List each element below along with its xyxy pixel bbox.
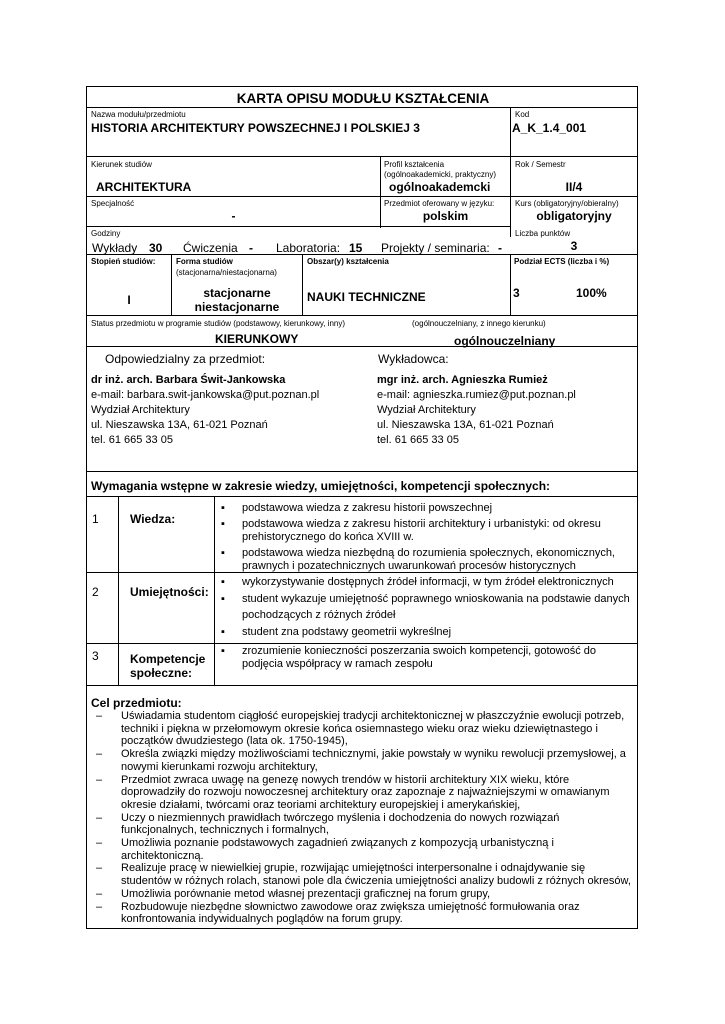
lecturer-contact (377, 373, 576, 448)
list-item: – Określa związki między możliwościami technicznymi, jakie powstały w wyniku rewolucji przemysłowej, a nowymi kierunkami rozwoju architektury, (87, 748, 635, 773)
lecturer-heading: Wykładowca: (378, 352, 449, 366)
points-value: 3 (570, 239, 578, 253)
list-item: ▪ podstawowa wiedza niezbędną do rozumienia społecznych, ekonomicznych, prawnych i pozatechnicznych uwarunkowań procesów historycznych (215, 547, 635, 573)
field-label: Kierunek studiów (91, 160, 152, 169)
req-2-number: 2 (92, 585, 99, 599)
lecturer-name: mgr inż. arch. Agnieszka Rumież (377, 374, 548, 386)
lecturer-phone: tel. 61 665 33 05 (377, 434, 459, 446)
divider (87, 196, 637, 197)
divider (87, 107, 637, 108)
req-3-number: 3 (92, 649, 99, 663)
responsible-name: dr inż. arch. Barbara Świt-Jankowska (91, 374, 286, 386)
lectures-label: Wykłady (92, 241, 138, 255)
list-item: – Przedmiot zwraca uwagę na genezę nowych trendów w historii architektury XIX wieku, które doprowadziły do rozwoju nowoczesnej architektury oraz zapoznaje z najważniejszymi w omawianym okresie działami, twórcami oraz teoriami architektury europejskiej i amerykańskiej, (87, 774, 635, 812)
goal-list (87, 710, 635, 926)
list-item: ▪ wykorzystywanie dostępnych źródeł informacji, w tym źródeł elektronicznych (215, 576, 635, 589)
language-value: polskim (422, 209, 469, 223)
divider (87, 643, 637, 644)
labs-hours: 15 (349, 241, 363, 255)
ects-label: Podział ECTS (liczba i %) (514, 257, 610, 266)
divider (87, 226, 510, 227)
req-2-label: Umiejętności: (130, 585, 209, 599)
profile-label: Profil kształcenia (384, 160, 445, 169)
divider (87, 315, 637, 316)
list-item: – Realizuje pracę w niewielkiej grupie, rozwijając umiejętności interpersonalne i odnajdywanie się studentów w różnych rolach, stanowi pole dla ćwiczenia umiejętności analizy budowli z różnych okresów, (87, 862, 635, 887)
divider (118, 496, 119, 685)
level-label: Stopień studiów: (91, 257, 156, 266)
course-value: obligatoryjny (536, 209, 612, 223)
profile-value: ogólnoakademcki (389, 180, 491, 194)
req-1-number: 1 (92, 512, 99, 526)
divider (302, 254, 303, 315)
divider (87, 496, 637, 497)
req-3-list (215, 645, 635, 671)
ects-percent: 100% (576, 286, 607, 300)
course-label: Kurs (obligatoryjny/obieralny) (515, 199, 619, 208)
status-label-2: (ogólnouczelniany, z innego kierunku) (412, 319, 546, 328)
projects-hours: - (498, 241, 502, 255)
list-item: – Uczy o niezmiennych prawidłach twórczego myślenia i dochodzenia do nowych rozwiązań funkcjonalnych, technicznych i formalnych, (87, 812, 635, 837)
status-value-2: ogólnouczelniany (454, 334, 556, 348)
module-code: A_K_1.4_001 (512, 121, 587, 135)
responsible-contact (91, 373, 319, 448)
module-name: HISTORIA ARCHITEKTURY POWSZECHNEJ I POLSKIEJ 3 (91, 121, 420, 135)
divider (87, 471, 637, 472)
language-label: Przedmiot oferowany w języku: (384, 199, 495, 208)
form-value-2: niestacjonarne (194, 300, 280, 314)
field-of-study: ARCHITEKTURA (96, 180, 192, 194)
responsible-email: e-mail: barbara.swit-jankowska@put.poznan.pl (91, 389, 320, 401)
specialty-label: Specjalność (91, 199, 135, 208)
level-value: I (127, 293, 131, 307)
lecturer-dept: Wydział Architektury (377, 404, 476, 416)
area-label: Obszar(y) kształcenia (307, 257, 389, 266)
divider (87, 254, 637, 255)
responsible-address: ul. Nieszawska 13A, 61-021 Poznań (91, 419, 268, 431)
lecturer-email: e-mail: agnieszka.rumiez@put.poznan.pl (377, 389, 576, 401)
divider (87, 156, 637, 157)
responsible-phone: tel. 61 665 33 05 (91, 434, 173, 446)
list-item: – Rozbudowuje niezbędne słownictwo zawodowe oraz zwiększa umiejętność formułowania oraz konfrontowania indywidualnych poglądów na forum grupy. (87, 901, 635, 926)
module-name-label: Nazwa modułu/przedmiotu (91, 110, 186, 119)
module-card (86, 86, 638, 929)
list-item: ▪ student wykazuje umiejętność poprawnego wnioskowania na podstawie danych pochodzących z różnych źródeł (215, 592, 635, 623)
list-item: ▪ student zna podstawy geometrii wykreślnej (215, 626, 635, 639)
exercises-label: Ćwiczenia (183, 241, 238, 255)
profile-hint: (ogólnoakademicki, praktyczny) (384, 170, 497, 179)
form-label: Forma studiów (176, 257, 233, 266)
divider (510, 254, 511, 315)
form-value-1: stacjonarne (203, 286, 271, 300)
ects-count: 3 (513, 286, 520, 300)
points-label: Liczba punktów (515, 229, 571, 238)
req-2-list (215, 576, 635, 639)
divider (380, 156, 381, 196)
requirements-heading: Wymagania wstępne w zakresie wiedzy, umiejętności, kompetencji społecznych: (91, 479, 551, 493)
code-label: Kod (515, 110, 530, 119)
divider (87, 572, 637, 573)
list-item: ▪ podstawowa wiedza z zakresu historii architektury i urbanistyki: od okresu prehistorycznego do końca XVIII w. (215, 518, 635, 544)
year-label: Rok / Semestr (515, 160, 566, 169)
divider (87, 685, 637, 686)
status-value: KIERUNKOWY (215, 332, 299, 346)
lectures-hours: 30 (149, 241, 163, 255)
form-hint: (stacjonarna/niestacjonarna) (176, 268, 277, 277)
responsible-dept: Wydział Architektury (91, 404, 190, 416)
labs-label: Laboratoria: (276, 241, 341, 255)
list-item: ▪ podstawowa wiedza z zakresu historii powszechnej (215, 502, 635, 515)
list-item: – Umożliwia porównanie metod własnej prezentacji graficznej na forum grupy, (87, 888, 635, 901)
page-title: KARTA OPISU MODUŁU KSZTAŁCENIA (236, 91, 490, 106)
list-item: – Uświadamia studentom ciągłość europejskiej tradycji architektonicznej w płaszczyźnie ewolucji potrzeb, techniki i piękna w przełomowym okresie końca osiemnastego wieku oraz wieku dziewiętnastego i początków dwudziestego (lata ok. 1750-1945), (87, 710, 635, 748)
divider (510, 107, 511, 156)
projects-label: Projekty / seminaria: (381, 241, 490, 255)
req-1-label: Wiedza: (130, 512, 176, 526)
lecturer-address: ul. Nieszawska 13A, 61-021 Poznań (377, 419, 554, 431)
goal-heading: Cel przedmiotu: (91, 696, 182, 710)
divider (87, 346, 637, 347)
specialty-value: - (231, 209, 236, 223)
hours-label: Godziny (91, 229, 121, 238)
req-3-label: Kompetencje społeczne: (130, 652, 206, 680)
list-item: – Umożliwia poznanie podstawowych zagadnień związanych z kompozycją urbanistyczną i architektoniczną. (87, 837, 635, 862)
req-1-list (215, 502, 635, 573)
area-value: NAUKI TECHNICZNE (307, 290, 426, 304)
year-semester: II/4 (565, 180, 583, 194)
status-label: Status przedmiotu w programie studiów (podstawowy, kierunkowy, inny) (91, 319, 346, 328)
list-item: ▪ zrozumienie konieczności poszerzania swoich kompetencji, gotowość do podjęcia współpracy w ramach zespołu (215, 645, 635, 671)
responsible-heading: Odpowiedzialny za przedmiot: (105, 352, 266, 366)
exercises-hours: - (249, 241, 253, 255)
